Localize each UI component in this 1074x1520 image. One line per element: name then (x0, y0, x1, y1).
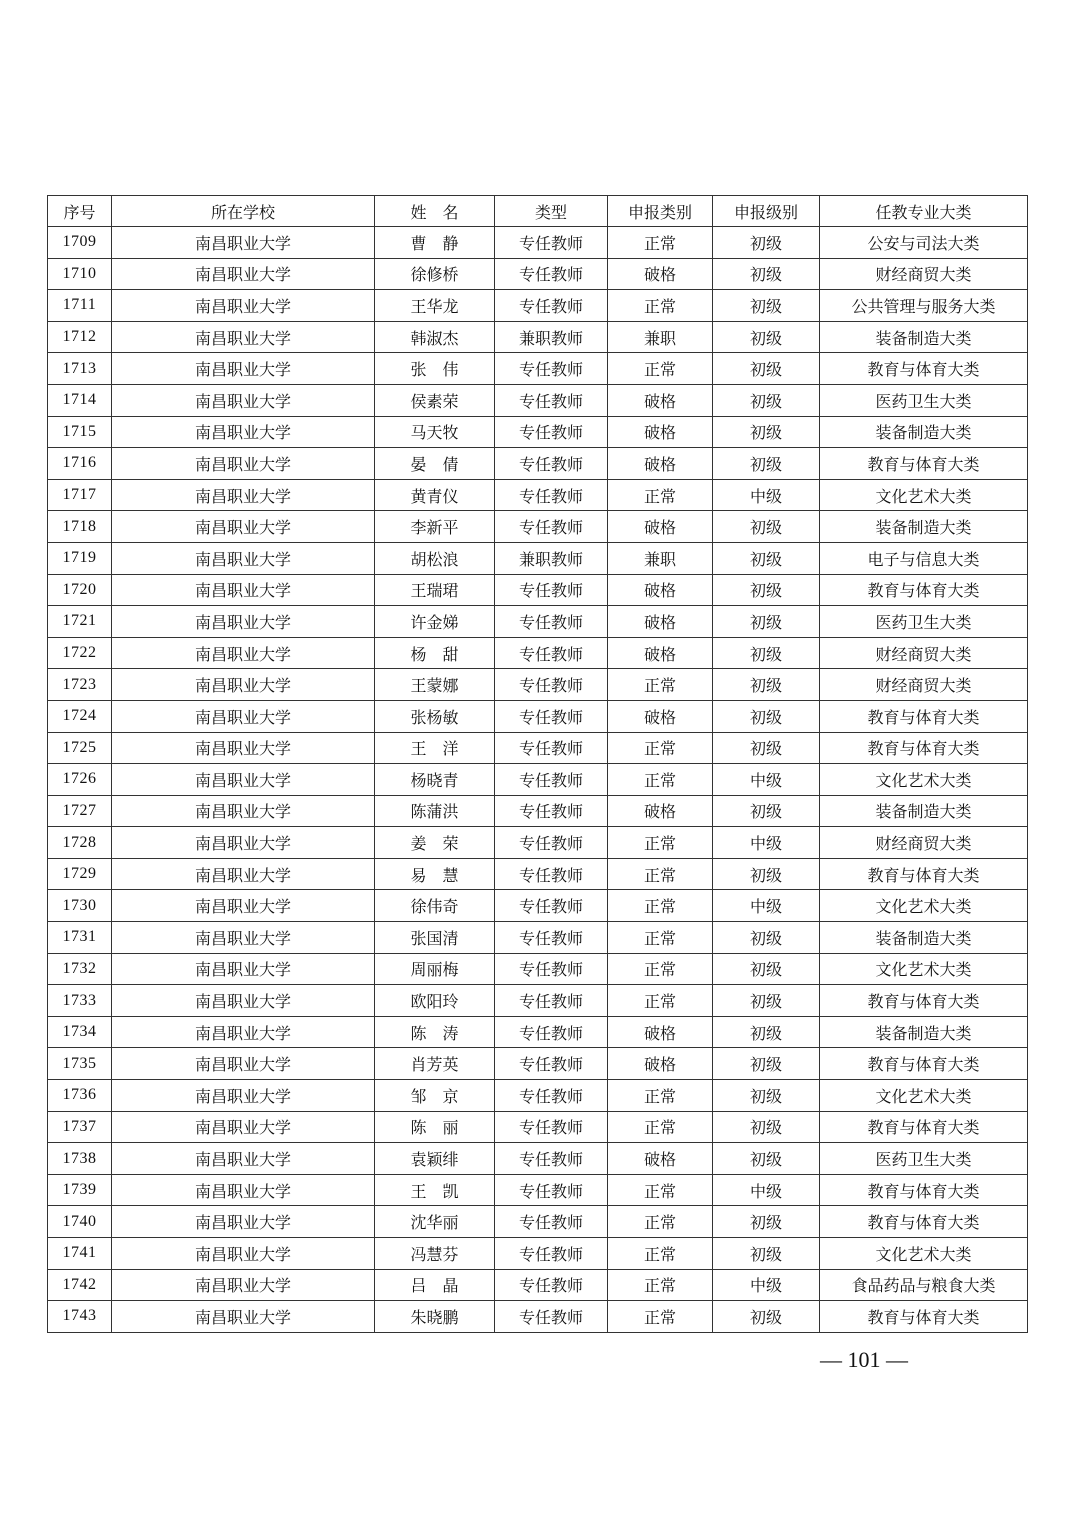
cell-type: 专任教师 (495, 922, 608, 954)
cell-school: 南昌职业大学 (112, 764, 375, 796)
cell-category: 破格 (608, 700, 713, 732)
cell-name: 姜 荣 (375, 827, 495, 859)
cell-index: 1731 (48, 922, 112, 954)
cell-index: 1719 (48, 542, 112, 574)
cell-name: 王 洋 (375, 732, 495, 764)
cell-major: 教育与体育大类 (820, 985, 1028, 1017)
cell-index: 1718 (48, 511, 112, 543)
cell-name: 邹 京 (375, 1080, 495, 1112)
cell-type: 专任教师 (495, 1238, 608, 1270)
cell-major: 教育与体育大类 (820, 700, 1028, 732)
table-row (48, 479, 1028, 511)
cell-major: 教育与体育大类 (820, 1206, 1028, 1238)
cell-type: 专任教师 (495, 416, 608, 448)
table-row (48, 1016, 1028, 1048)
cell-index: 1723 (48, 669, 112, 701)
table-row (48, 511, 1028, 543)
cell-name: 吕 晶 (375, 1269, 495, 1301)
cell-name: 沈华丽 (375, 1206, 495, 1238)
table-row (48, 321, 1028, 353)
cell-index: 1717 (48, 479, 112, 511)
cell-category: 破格 (608, 1143, 713, 1175)
cell-school: 南昌职业大学 (112, 637, 375, 669)
table-row (48, 227, 1028, 259)
cell-index: 1730 (48, 890, 112, 922)
cell-type: 专任教师 (495, 985, 608, 1017)
cell-school: 南昌职业大学 (112, 542, 375, 574)
cell-category: 正常 (608, 922, 713, 954)
cell-school: 南昌职业大学 (112, 795, 375, 827)
cell-major: 文化艺术大类 (820, 764, 1028, 796)
cell-level: 初级 (713, 700, 820, 732)
cell-school: 南昌职业大学 (112, 1080, 375, 1112)
cell-type: 专任教师 (495, 227, 608, 259)
cell-major: 装备制造大类 (820, 922, 1028, 954)
cell-name: 韩淑杰 (375, 321, 495, 353)
cell-type: 专任教师 (495, 511, 608, 543)
cell-major: 教育与体育大类 (820, 574, 1028, 606)
table-row (48, 669, 1028, 701)
table-row (48, 1143, 1028, 1175)
cell-name: 王瑞珺 (375, 574, 495, 606)
cell-type: 专任教师 (495, 1048, 608, 1080)
cell-school: 南昌职业大学 (112, 1048, 375, 1080)
cell-level: 初级 (713, 384, 820, 416)
cell-school: 南昌职业大学 (112, 1301, 375, 1333)
cell-school: 南昌职业大学 (112, 290, 375, 322)
cell-level: 初级 (713, 1143, 820, 1175)
table-row (48, 858, 1028, 890)
cell-school: 南昌职业大学 (112, 1174, 375, 1206)
cell-type: 专任教师 (495, 669, 608, 701)
table-row (48, 1206, 1028, 1238)
cell-level: 初级 (713, 227, 820, 259)
cell-school: 南昌职业大学 (112, 448, 375, 480)
cell-school: 南昌职业大学 (112, 511, 375, 543)
cell-level: 中级 (713, 764, 820, 796)
cell-name: 易 慧 (375, 858, 495, 890)
cell-major: 教育与体育大类 (820, 1174, 1028, 1206)
table-row (48, 637, 1028, 669)
cell-category: 正常 (608, 985, 713, 1017)
cell-school: 南昌职业大学 (112, 258, 375, 290)
cell-school: 南昌职业大学 (112, 890, 375, 922)
cell-major: 装备制造大类 (820, 1016, 1028, 1048)
cell-type: 专任教师 (495, 858, 608, 890)
cell-index: 1741 (48, 1238, 112, 1270)
header-name: 姓 名 (375, 196, 495, 227)
cell-school: 南昌职业大学 (112, 606, 375, 638)
cell-level: 初级 (713, 258, 820, 290)
cell-name: 杨晓青 (375, 764, 495, 796)
cell-type: 兼职教师 (495, 542, 608, 574)
cell-name: 晏 倩 (375, 448, 495, 480)
table-row (48, 764, 1028, 796)
cell-index: 1734 (48, 1016, 112, 1048)
table-row (48, 1048, 1028, 1080)
cell-school: 南昌职业大学 (112, 479, 375, 511)
cell-category: 正常 (608, 732, 713, 764)
cell-index: 1721 (48, 606, 112, 638)
cell-name: 陈 涛 (375, 1016, 495, 1048)
cell-name: 李新平 (375, 511, 495, 543)
table-row (48, 606, 1028, 638)
table-row (48, 1174, 1028, 1206)
cell-category: 正常 (608, 890, 713, 922)
table-row (48, 258, 1028, 290)
table-row (48, 1080, 1028, 1112)
header-index: 序号 (48, 196, 112, 227)
cell-index: 1732 (48, 953, 112, 985)
cell-name: 张国清 (375, 922, 495, 954)
cell-level: 中级 (713, 827, 820, 859)
cell-index: 1737 (48, 1111, 112, 1143)
cell-index: 1714 (48, 384, 112, 416)
cell-school: 南昌职业大学 (112, 1269, 375, 1301)
cell-level: 初级 (713, 542, 820, 574)
cell-name: 徐修桥 (375, 258, 495, 290)
cell-major: 财经商贸大类 (820, 258, 1028, 290)
cell-index: 1728 (48, 827, 112, 859)
table-row (48, 574, 1028, 606)
cell-index: 1740 (48, 1206, 112, 1238)
cell-name: 肖芳英 (375, 1048, 495, 1080)
cell-level: 初级 (713, 1080, 820, 1112)
cell-major: 财经商贸大类 (820, 637, 1028, 669)
cell-category: 正常 (608, 1206, 713, 1238)
cell-major: 教育与体育大类 (820, 1301, 1028, 1333)
cell-major: 公共管理与服务大类 (820, 290, 1028, 322)
cell-type: 专任教师 (495, 353, 608, 385)
cell-major: 财经商贸大类 (820, 669, 1028, 701)
cell-index: 1738 (48, 1143, 112, 1175)
cell-school: 南昌职业大学 (112, 574, 375, 606)
cell-category: 破格 (608, 637, 713, 669)
cell-type: 专任教师 (495, 1111, 608, 1143)
table-row (48, 353, 1028, 385)
table-row (48, 953, 1028, 985)
cell-level: 初级 (713, 953, 820, 985)
cell-category: 正常 (608, 669, 713, 701)
cell-school: 南昌职业大学 (112, 1143, 375, 1175)
cell-type: 专任教师 (495, 290, 608, 322)
cell-school: 南昌职业大学 (112, 669, 375, 701)
cell-school: 南昌职业大学 (112, 416, 375, 448)
cell-name: 许金娣 (375, 606, 495, 638)
cell-name: 陈 丽 (375, 1111, 495, 1143)
cell-category: 正常 (608, 764, 713, 796)
cell-category: 正常 (608, 1174, 713, 1206)
cell-index: 1726 (48, 764, 112, 796)
cell-category: 正常 (608, 1238, 713, 1270)
cell-index: 1724 (48, 700, 112, 732)
cell-major: 文化艺术大类 (820, 953, 1028, 985)
cell-category: 正常 (608, 827, 713, 859)
cell-level: 初级 (713, 1016, 820, 1048)
cell-level: 初级 (713, 1048, 820, 1080)
table-row (48, 448, 1028, 480)
cell-school: 南昌职业大学 (112, 732, 375, 764)
cell-school: 南昌职业大学 (112, 922, 375, 954)
cell-level: 初级 (713, 669, 820, 701)
cell-name: 冯慧芬 (375, 1238, 495, 1270)
cell-category: 兼职 (608, 321, 713, 353)
table-row (48, 416, 1028, 448)
cell-type: 专任教师 (495, 890, 608, 922)
cell-category: 破格 (608, 606, 713, 638)
table-body (48, 227, 1028, 1333)
cell-category: 破格 (608, 795, 713, 827)
cell-index: 1729 (48, 858, 112, 890)
cell-index: 1713 (48, 353, 112, 385)
cell-type: 专任教师 (495, 637, 608, 669)
cell-major: 装备制造大类 (820, 511, 1028, 543)
cell-index: 1735 (48, 1048, 112, 1080)
cell-level: 初级 (713, 985, 820, 1017)
cell-level: 初级 (713, 1206, 820, 1238)
cell-type: 专任教师 (495, 827, 608, 859)
cell-major: 文化艺术大类 (820, 1238, 1028, 1270)
cell-school: 南昌职业大学 (112, 227, 375, 259)
cell-school: 南昌职业大学 (112, 985, 375, 1017)
cell-level: 初级 (713, 1111, 820, 1143)
cell-category: 破格 (608, 258, 713, 290)
cell-category: 破格 (608, 448, 713, 480)
table-row (48, 290, 1028, 322)
cell-category: 正常 (608, 858, 713, 890)
table-row (48, 1301, 1028, 1333)
cell-major: 装备制造大类 (820, 321, 1028, 353)
cell-index: 1712 (48, 321, 112, 353)
cell-level: 初级 (713, 637, 820, 669)
cell-category: 正常 (608, 1301, 713, 1333)
cell-major: 食品药品与粮食大类 (820, 1269, 1028, 1301)
cell-index: 1710 (48, 258, 112, 290)
cell-school: 南昌职业大学 (112, 1238, 375, 1270)
cell-category: 正常 (608, 290, 713, 322)
cell-level: 初级 (713, 1301, 820, 1333)
cell-level: 初级 (713, 353, 820, 385)
cell-type: 专任教师 (495, 1206, 608, 1238)
cell-category: 正常 (608, 1111, 713, 1143)
cell-major: 医药卫生大类 (820, 606, 1028, 638)
page-number: — 101 — (820, 1347, 908, 1372)
cell-category: 破格 (608, 1016, 713, 1048)
cell-major: 装备制造大类 (820, 416, 1028, 448)
cell-level: 中级 (713, 1174, 820, 1206)
cell-school: 南昌职业大学 (112, 384, 375, 416)
cell-category: 正常 (608, 1269, 713, 1301)
cell-index: 1715 (48, 416, 112, 448)
cell-level: 中级 (713, 479, 820, 511)
header-level: 申报级别 (713, 196, 820, 227)
cell-level: 初级 (713, 321, 820, 353)
cell-type: 专任教师 (495, 700, 608, 732)
cell-name: 欧阳玲 (375, 985, 495, 1017)
cell-level: 初级 (713, 922, 820, 954)
cell-major: 文化艺术大类 (820, 479, 1028, 511)
cell-level: 初级 (713, 732, 820, 764)
cell-name: 陈蒲洪 (375, 795, 495, 827)
cell-category: 破格 (608, 384, 713, 416)
cell-index: 1733 (48, 985, 112, 1017)
cell-major: 教育与体育大类 (820, 448, 1028, 480)
cell-name: 袁颖绯 (375, 1143, 495, 1175)
cell-name: 朱晓鹏 (375, 1301, 495, 1333)
cell-level: 初级 (713, 795, 820, 827)
cell-category: 破格 (608, 416, 713, 448)
cell-major: 教育与体育大类 (820, 858, 1028, 890)
table-row (48, 384, 1028, 416)
cell-type: 专任教师 (495, 1143, 608, 1175)
cell-type: 专任教师 (495, 1080, 608, 1112)
cell-school: 南昌职业大学 (112, 1016, 375, 1048)
cell-school: 南昌职业大学 (112, 1111, 375, 1143)
table-row (48, 985, 1028, 1017)
cell-index: 1739 (48, 1174, 112, 1206)
table-header-row (48, 196, 1028, 227)
cell-type: 专任教师 (495, 1269, 608, 1301)
cell-type: 专任教师 (495, 1301, 608, 1333)
cell-index: 1709 (48, 227, 112, 259)
cell-major: 教育与体育大类 (820, 1111, 1028, 1143)
cell-school: 南昌职业大学 (112, 321, 375, 353)
cell-category: 兼职 (608, 542, 713, 574)
cell-school: 南昌职业大学 (112, 353, 375, 385)
cell-level: 初级 (713, 448, 820, 480)
table-row (48, 732, 1028, 764)
cell-index: 1727 (48, 795, 112, 827)
cell-category: 正常 (608, 479, 713, 511)
cell-type: 专任教师 (495, 1174, 608, 1206)
cell-index: 1716 (48, 448, 112, 480)
cell-type: 专任教师 (495, 479, 608, 511)
cell-name: 黄青仪 (375, 479, 495, 511)
cell-type: 专任教师 (495, 732, 608, 764)
cell-category: 破格 (608, 511, 713, 543)
cell-category: 正常 (608, 227, 713, 259)
cell-major: 医药卫生大类 (820, 384, 1028, 416)
cell-level: 初级 (713, 1238, 820, 1270)
cell-level: 初级 (713, 858, 820, 890)
cell-major: 教育与体育大类 (820, 732, 1028, 764)
header-major: 任教专业大类 (820, 196, 1028, 227)
header-category: 申报类别 (608, 196, 713, 227)
cell-type: 专任教师 (495, 764, 608, 796)
cell-type: 专任教师 (495, 574, 608, 606)
table-row (48, 890, 1028, 922)
cell-level: 中级 (713, 1269, 820, 1301)
cell-category: 正常 (608, 1080, 713, 1112)
cell-type: 专任教师 (495, 606, 608, 638)
table-row (48, 827, 1028, 859)
table-row (48, 922, 1028, 954)
cell-level: 初级 (713, 416, 820, 448)
cell-major: 教育与体育大类 (820, 1048, 1028, 1080)
cell-index: 1742 (48, 1269, 112, 1301)
table-row (48, 542, 1028, 574)
cell-school: 南昌职业大学 (112, 700, 375, 732)
cell-type: 专任教师 (495, 384, 608, 416)
header-type: 类型 (495, 196, 608, 227)
cell-school: 南昌职业大学 (112, 1206, 375, 1238)
cell-major: 电子与信息大类 (820, 542, 1028, 574)
cell-name: 周丽梅 (375, 953, 495, 985)
cell-name: 胡松浪 (375, 542, 495, 574)
cell-category: 破格 (608, 1048, 713, 1080)
cell-type: 专任教师 (495, 795, 608, 827)
table-row (48, 1238, 1028, 1270)
cell-name: 王蒙娜 (375, 669, 495, 701)
cell-type: 专任教师 (495, 1016, 608, 1048)
table-row (48, 795, 1028, 827)
cell-category: 正常 (608, 953, 713, 985)
cell-school: 南昌职业大学 (112, 953, 375, 985)
cell-major: 文化艺术大类 (820, 890, 1028, 922)
cell-index: 1720 (48, 574, 112, 606)
cell-index: 1725 (48, 732, 112, 764)
table-row (48, 1111, 1028, 1143)
cell-category: 破格 (608, 574, 713, 606)
cell-level: 初级 (713, 290, 820, 322)
cell-level: 初级 (713, 511, 820, 543)
cell-type: 专任教师 (495, 953, 608, 985)
cell-major: 文化艺术大类 (820, 1080, 1028, 1112)
cell-name: 王华龙 (375, 290, 495, 322)
cell-school: 南昌职业大学 (112, 827, 375, 859)
cell-name: 徐伟奇 (375, 890, 495, 922)
cell-name: 王 凯 (375, 1174, 495, 1206)
table-row (48, 1269, 1028, 1301)
cell-name: 曹 静 (375, 227, 495, 259)
cell-index: 1722 (48, 637, 112, 669)
cell-name: 杨 甜 (375, 637, 495, 669)
cell-name: 马天牧 (375, 416, 495, 448)
cell-index: 1711 (48, 290, 112, 322)
cell-type: 专任教师 (495, 258, 608, 290)
teacher-list-table (47, 195, 1028, 1333)
cell-major: 公安与司法大类 (820, 227, 1028, 259)
cell-name: 张 伟 (375, 353, 495, 385)
cell-name: 侯素荣 (375, 384, 495, 416)
header-school: 所在学校 (112, 196, 375, 227)
cell-category: 正常 (608, 353, 713, 385)
cell-index: 1743 (48, 1301, 112, 1333)
cell-name: 张杨敏 (375, 700, 495, 732)
cell-major: 教育与体育大类 (820, 353, 1028, 385)
cell-school: 南昌职业大学 (112, 858, 375, 890)
cell-major: 财经商贸大类 (820, 827, 1028, 859)
cell-level: 初级 (713, 574, 820, 606)
table-row (48, 700, 1028, 732)
cell-level: 初级 (713, 606, 820, 638)
cell-major: 医药卫生大类 (820, 1143, 1028, 1175)
cell-type: 兼职教师 (495, 321, 608, 353)
cell-level: 中级 (713, 890, 820, 922)
cell-type: 专任教师 (495, 448, 608, 480)
cell-index: 1736 (48, 1080, 112, 1112)
cell-major: 装备制造大类 (820, 795, 1028, 827)
